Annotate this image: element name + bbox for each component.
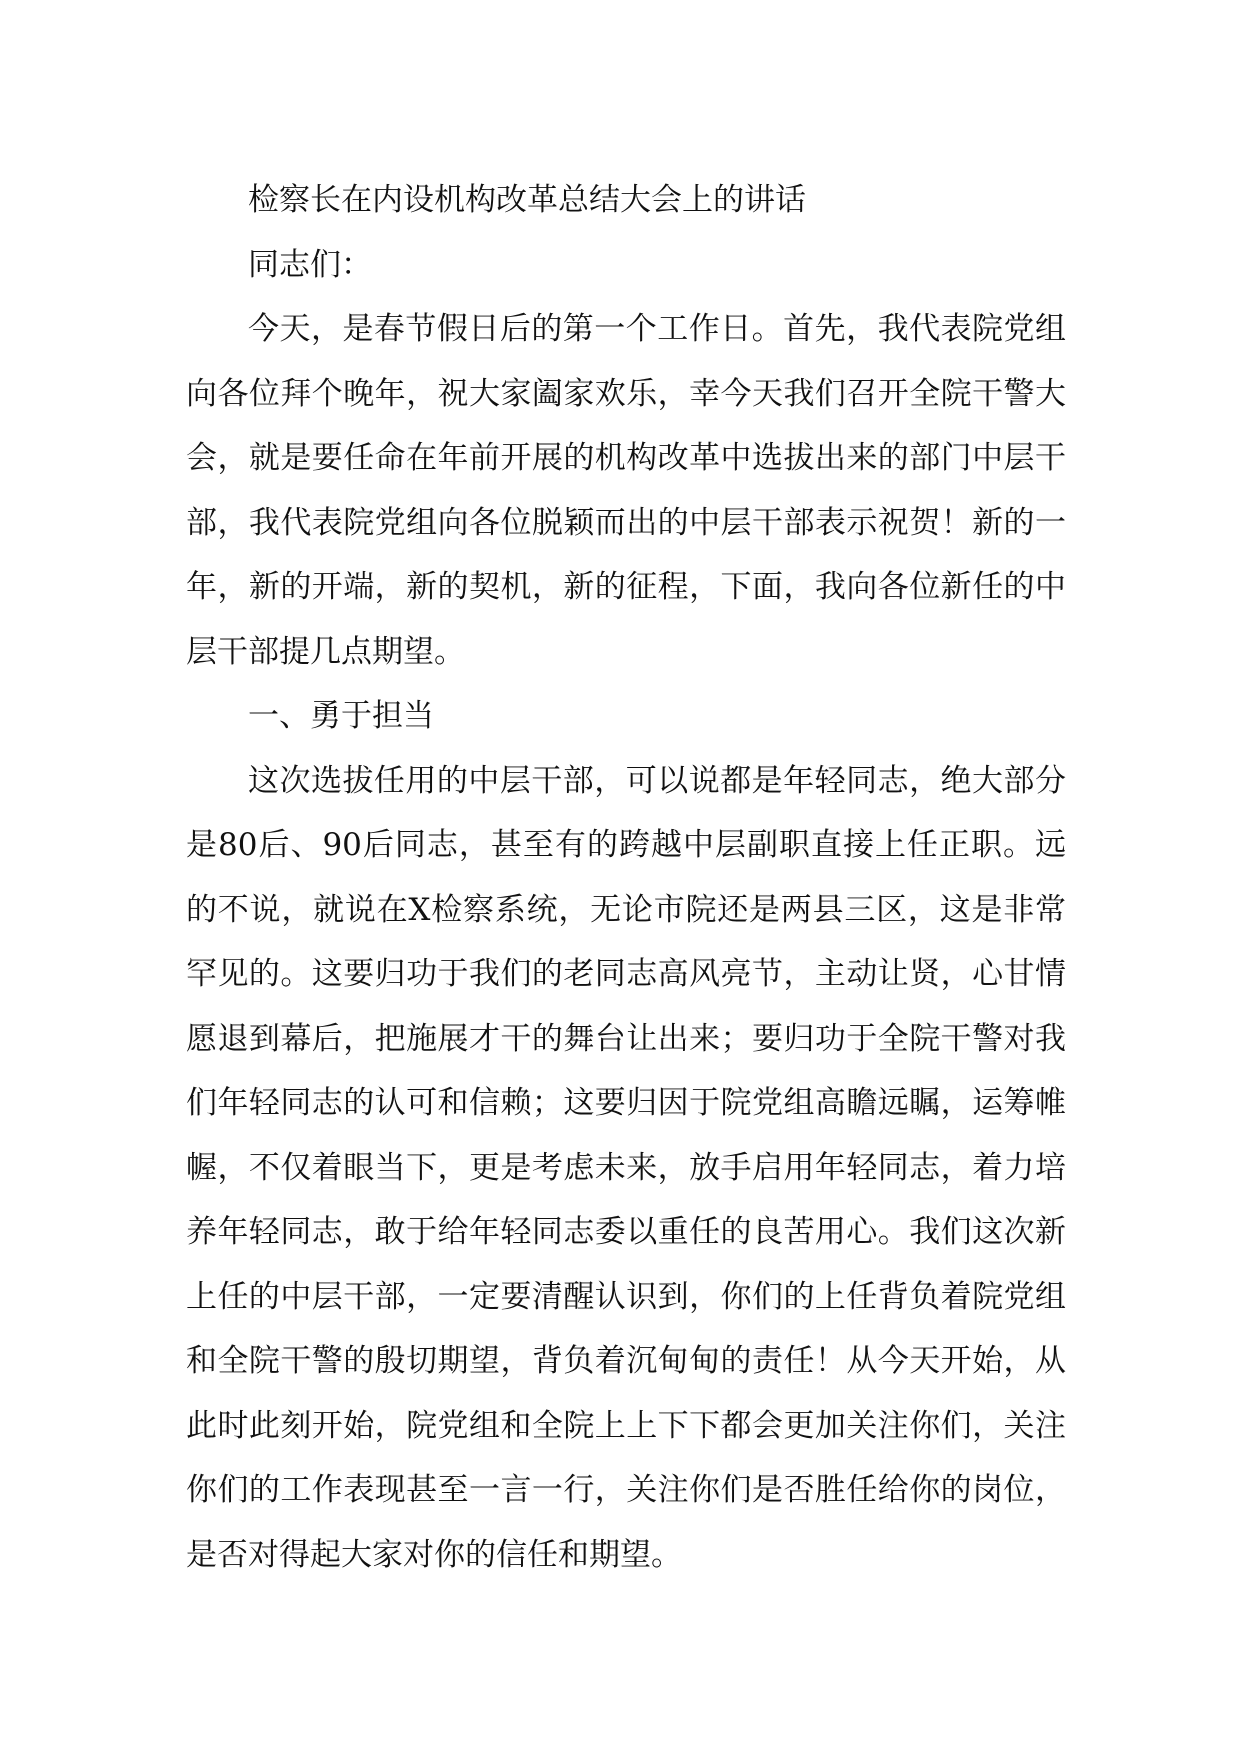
section-heading: 一、勇于担当: [248, 698, 434, 734]
document-title: 检察长在内设机构改革总结大会上的讲话: [248, 182, 806, 218]
paragraph-opening: 今天，是春节假日后的第一个工作日。首先，我代表院党组向各位拜个晚年，祝大家阖家欢乐，幸今天我们召开全院干警大会，就是要任命在年前开展的机构改革中选拔出来的部门中层干部，我代表院党组向各位脱颖而出的中层干部表示祝贺！新的一年，新的开端，新的契机，新的征程，下面，我向各位新任的中层干部提几点期望。: [186, 311, 1066, 670]
paragraph-body: 这次选拔任用的中层干部，可以说都是年轻同志，绝大部分是80后、90后同志，甚至有的跨越中层副职直接上任正职。远的不说，就说在X检察系统，无论市院还是两县三区，这是非常罕见的。这要归功于我们的老同志高风亮节，主动让贤，心甘情愿退到幕后，把施展才干的舞台让出来；要归功于全院干警对我们年轻同志的认可和信赖；这要归因于院党组高瞻远瞩，运筹帷幄，不仅着眼当下，更是考虑未来，放手启用年轻同志，着力培养年轻同志，敢于给年轻同志委以重任的良苦用心。我们这次新上任的中层干部，一定要清醒认识到，你们的上任背负着院党组和全院干警的殷切期望，背负着沉甸甸的责任！从今天开始，从此时此刻开始，院党组和全院上上下下都会更加关注你们，关注你们的工作表现甚至一言一行，关注你们是否胜任给你的岗位，是否对得起大家对你的信任和期望。: [186, 762, 1066, 1573]
salutation: 同志们：: [248, 246, 372, 283]
document-body: [186, 168, 1066, 1587]
